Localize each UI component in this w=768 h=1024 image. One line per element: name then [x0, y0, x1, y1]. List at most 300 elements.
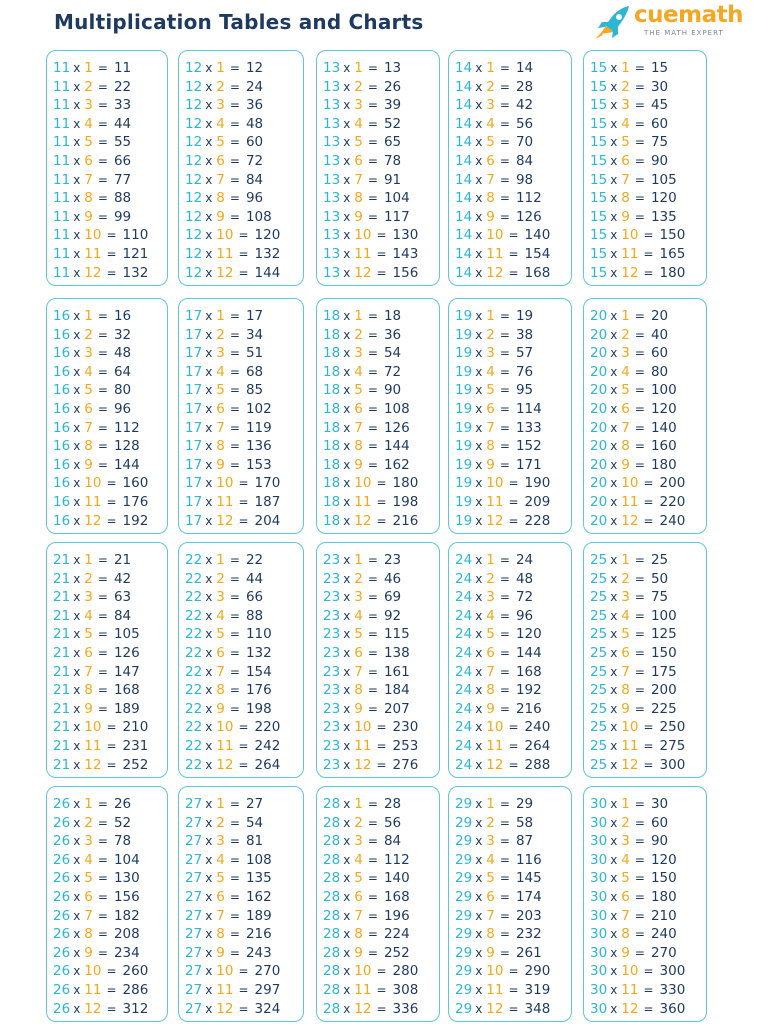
base-number: 25 — [590, 719, 608, 736]
times-sign: x — [73, 228, 81, 243]
table-row — [590, 245, 685, 263]
times-sign: x — [475, 439, 483, 454]
equals-sign: = — [238, 513, 249, 528]
table-card-11 — [46, 50, 168, 286]
equals-sign: = — [376, 247, 387, 261]
base-number: 18 — [323, 308, 341, 324]
product: 112 — [515, 190, 542, 207]
base-number: 17 — [185, 419, 203, 436]
table-row — [53, 59, 131, 77]
table-card-27 — [178, 786, 304, 1022]
table-row — [455, 925, 542, 943]
table-row — [185, 400, 272, 418]
equals-sign: = — [634, 439, 645, 454]
base-number: 20 — [590, 326, 608, 343]
times-sign: x — [205, 364, 213, 379]
times-sign: x — [205, 927, 213, 942]
base-number: 21 — [53, 663, 71, 680]
table-row — [53, 644, 140, 662]
table-row — [53, 226, 148, 244]
equals-sign: = — [367, 608, 378, 623]
equals-sign: = — [97, 383, 108, 398]
times-sign: x — [475, 1001, 483, 1016]
equals-sign: = — [634, 852, 645, 867]
base-number: 30 — [590, 907, 608, 924]
equals-sign: = — [97, 457, 108, 472]
equals-sign: = — [367, 209, 378, 224]
product: 108 — [383, 401, 410, 417]
product: 104 — [113, 851, 140, 868]
times-sign: x — [610, 439, 618, 454]
times-sign: x — [610, 797, 618, 811]
multiplier: 9 — [84, 944, 93, 961]
multiplier: 1 — [486, 552, 495, 568]
table-row — [53, 419, 140, 437]
multiplier: 9 — [621, 944, 630, 961]
equals-sign: = — [97, 135, 108, 150]
table-row — [53, 400, 131, 418]
times-sign: x — [610, 116, 618, 131]
times-sign: x — [73, 172, 81, 187]
equals-sign: = — [97, 79, 108, 94]
product: 143 — [392, 246, 419, 262]
table-card-16 — [46, 298, 168, 534]
multiplier: 4 — [216, 115, 225, 132]
times-sign: x — [610, 228, 618, 243]
product: 69 — [383, 589, 402, 606]
table-row — [185, 512, 280, 530]
multiplier: 7 — [621, 171, 630, 188]
equals-sign: = — [634, 79, 645, 94]
product: 100 — [650, 607, 677, 624]
multiplier: 12 — [621, 1000, 639, 1017]
multiplier: 7 — [486, 907, 495, 924]
multiplier: 11 — [486, 246, 504, 262]
product: 204 — [254, 512, 281, 529]
table-row — [53, 962, 148, 980]
base-number: 19 — [455, 308, 473, 324]
times-sign: x — [73, 439, 81, 454]
multiplier: 9 — [486, 700, 495, 717]
equals-sign: = — [499, 608, 510, 623]
times-sign: x — [610, 646, 618, 660]
table-row — [323, 925, 410, 943]
times-sign: x — [610, 627, 618, 642]
times-sign: x — [73, 720, 81, 735]
times-sign: x — [73, 553, 81, 567]
base-number: 16 — [53, 382, 71, 399]
multiplier: 10 — [486, 475, 504, 492]
table-row — [455, 226, 550, 244]
multiplier: 4 — [621, 115, 630, 132]
multiplier: 2 — [84, 570, 93, 587]
times-sign: x — [343, 309, 351, 323]
base-number: 24 — [455, 719, 473, 736]
times-sign: x — [205, 135, 213, 150]
base-number: 22 — [185, 626, 203, 643]
times-sign: x — [73, 116, 81, 131]
multiplier: 8 — [216, 190, 225, 207]
equals-sign: = — [106, 265, 117, 280]
times-sign: x — [73, 983, 81, 997]
base-number: 11 — [53, 246, 71, 262]
times-sign: x — [343, 364, 351, 379]
equals-sign: = — [229, 646, 240, 660]
equals-sign: = — [229, 191, 240, 206]
base-number: 29 — [455, 1000, 473, 1017]
times-sign: x — [343, 608, 351, 623]
times-sign: x — [475, 135, 483, 150]
product: 110 — [245, 626, 272, 643]
equals-sign: = — [97, 627, 108, 642]
product: 312 — [122, 1000, 149, 1017]
times-sign: x — [205, 664, 213, 679]
times-sign: x — [610, 701, 618, 716]
product: 162 — [383, 456, 410, 473]
base-number: 25 — [590, 663, 608, 680]
base-number: 11 — [53, 190, 71, 207]
multiplier: 12 — [486, 756, 504, 773]
table-row — [455, 756, 550, 774]
equals-sign: = — [238, 247, 249, 261]
times-sign: x — [73, 265, 81, 280]
multiplier: 5 — [216, 134, 225, 151]
equals-sign: = — [97, 815, 108, 830]
times-sign: x — [343, 383, 351, 398]
table-row — [590, 925, 677, 943]
product: 230 — [392, 719, 419, 736]
multiplier: 12 — [216, 756, 234, 773]
multiplier: 10 — [621, 963, 639, 980]
multiplier: 6 — [621, 153, 630, 169]
equals-sign: = — [634, 154, 645, 168]
equals-sign: = — [499, 209, 510, 224]
times-sign: x — [343, 209, 351, 224]
base-number: 15 — [590, 153, 608, 169]
multiplier: 11 — [354, 738, 372, 754]
multiplier: 6 — [486, 645, 495, 661]
multiplier: 12 — [84, 756, 102, 773]
equals-sign: = — [499, 590, 510, 605]
product: 330 — [659, 982, 686, 998]
base-number: 21 — [53, 700, 71, 717]
table-row — [185, 78, 263, 96]
multiplier: 5 — [486, 870, 495, 887]
table-row — [455, 493, 550, 511]
base-number: 21 — [53, 552, 71, 568]
product: 171 — [515, 456, 542, 473]
multiplier: 9 — [84, 456, 93, 473]
multiplier: 8 — [621, 682, 630, 699]
base-number: 22 — [185, 589, 203, 606]
multiplier: 2 — [486, 570, 495, 587]
base-number: 14 — [455, 171, 473, 188]
product: 128 — [113, 438, 140, 455]
multiplier: 1 — [216, 60, 225, 76]
table-row — [323, 474, 418, 492]
equals-sign: = — [229, 627, 240, 642]
times-sign: x — [343, 154, 351, 168]
base-number: 28 — [323, 963, 341, 980]
multiplier: 3 — [84, 345, 93, 362]
equals-sign: = — [508, 513, 519, 528]
times-sign: x — [343, 495, 351, 509]
multiplier: 1 — [84, 308, 93, 324]
base-number: 28 — [323, 926, 341, 943]
product: 324 — [254, 1000, 281, 1017]
multiplier: 9 — [621, 700, 630, 717]
product: 240 — [659, 512, 686, 529]
table-row — [323, 115, 401, 133]
multiplier: 2 — [354, 326, 363, 343]
times-sign: x — [205, 1001, 213, 1016]
multiplier: 7 — [486, 663, 495, 680]
times-sign: x — [343, 191, 351, 206]
equals-sign: = — [508, 247, 519, 261]
base-number: 17 — [185, 456, 203, 473]
times-sign: x — [205, 383, 213, 398]
equals-sign: = — [499, 420, 510, 435]
product: 132 — [122, 264, 149, 281]
times-sign: x — [343, 627, 351, 642]
equals-sign: = — [367, 346, 378, 361]
multiplier: 10 — [354, 475, 372, 492]
product: 160 — [650, 438, 677, 455]
product: 44 — [113, 115, 132, 132]
equals-sign: = — [367, 701, 378, 716]
equals-sign: = — [238, 964, 249, 979]
times-sign: x — [73, 797, 81, 811]
multiplier: 5 — [354, 134, 363, 151]
multiplier: 1 — [216, 796, 225, 812]
table-row — [455, 681, 542, 699]
base-number: 23 — [323, 626, 341, 643]
table-card-28 — [316, 786, 440, 1022]
times-sign: x — [73, 79, 81, 94]
times-sign: x — [475, 720, 483, 735]
base-number: 27 — [185, 889, 203, 905]
base-number: 30 — [590, 1000, 608, 1017]
table-row — [590, 851, 677, 869]
base-number: 28 — [323, 833, 341, 850]
times-sign: x — [73, 154, 81, 168]
equals-sign: = — [499, 852, 510, 867]
table-row — [590, 419, 677, 437]
equals-sign: = — [376, 720, 387, 735]
product: 270 — [254, 963, 281, 980]
base-number: 27 — [185, 814, 203, 831]
product: 162 — [245, 889, 272, 905]
product: 319 — [524, 982, 551, 998]
base-number: 29 — [455, 982, 473, 998]
table-row — [185, 245, 280, 263]
multiplier: 5 — [84, 626, 93, 643]
table-row — [590, 907, 677, 925]
equals-sign: = — [508, 476, 519, 491]
multiplier: 3 — [216, 833, 225, 850]
times-sign: x — [610, 154, 618, 168]
table-row — [323, 189, 410, 207]
base-number: 17 — [185, 438, 203, 455]
table-row — [53, 133, 131, 151]
product: 66 — [245, 589, 264, 606]
multiplier: 3 — [84, 97, 93, 114]
product: 140 — [383, 870, 410, 887]
multiplier: 4 — [84, 851, 93, 868]
equals-sign: = — [97, 346, 108, 361]
equals-sign: = — [238, 720, 249, 735]
multiplier: 9 — [216, 944, 225, 961]
table-row — [590, 681, 677, 699]
multiplier: 3 — [621, 589, 630, 606]
base-number: 20 — [590, 494, 608, 510]
table-row — [590, 570, 668, 588]
times-sign: x — [610, 420, 618, 435]
multiplier: 7 — [84, 663, 93, 680]
times-sign: x — [73, 739, 81, 753]
times-sign: x — [73, 871, 81, 886]
product: 99 — [113, 208, 132, 225]
product: 264 — [254, 756, 281, 773]
product: 153 — [245, 456, 272, 473]
product: 336 — [392, 1000, 419, 1017]
base-number: 20 — [590, 401, 608, 417]
equals-sign: = — [643, 228, 654, 243]
base-number: 22 — [185, 552, 203, 568]
base-number: 17 — [185, 494, 203, 510]
times-sign: x — [343, 265, 351, 280]
base-number: 26 — [53, 982, 71, 998]
base-number: 26 — [53, 833, 71, 850]
times-sign: x — [475, 927, 483, 942]
base-number: 11 — [53, 264, 71, 281]
equals-sign: = — [97, 590, 108, 605]
table-row — [455, 400, 542, 418]
base-number: 22 — [185, 738, 203, 754]
product: 144 — [254, 264, 281, 281]
table-row — [455, 944, 542, 962]
table-row — [323, 551, 401, 569]
table-row — [53, 1000, 148, 1018]
equals-sign: = — [499, 646, 510, 660]
multiplier: 6 — [216, 401, 225, 417]
multiplier: 5 — [354, 626, 363, 643]
base-number: 29 — [455, 907, 473, 924]
table-row — [53, 115, 131, 133]
multiplier: 1 — [621, 60, 630, 76]
equals-sign: = — [367, 646, 378, 660]
multiplier: 4 — [621, 851, 630, 868]
equals-sign: = — [229, 457, 240, 472]
product: 60 — [650, 814, 669, 831]
base-number: 13 — [323, 134, 341, 151]
product: 147 — [113, 663, 140, 680]
equals-sign: = — [229, 309, 240, 323]
base-number: 25 — [590, 607, 608, 624]
table-row — [185, 1000, 280, 1018]
times-sign: x — [475, 228, 483, 243]
equals-sign: = — [376, 757, 387, 772]
equals-sign: = — [367, 439, 378, 454]
table-row — [185, 493, 280, 511]
times-sign: x — [475, 871, 483, 886]
times-sign: x — [73, 457, 81, 472]
multiplier: 5 — [486, 134, 495, 151]
multiplier: 6 — [84, 645, 93, 661]
base-number: 12 — [185, 153, 203, 169]
base-number: 29 — [455, 796, 473, 812]
base-number: 15 — [590, 134, 608, 151]
base-number: 22 — [185, 682, 203, 699]
times-sign: x — [475, 420, 483, 435]
multiplier: 10 — [84, 719, 102, 736]
table-row — [185, 437, 272, 455]
table-row — [590, 512, 685, 530]
table-card-15 — [583, 50, 707, 286]
multiplier: 2 — [486, 326, 495, 343]
equals-sign: = — [367, 135, 378, 150]
product: 240 — [524, 719, 551, 736]
equals-sign: = — [499, 834, 510, 849]
table-row — [53, 437, 140, 455]
table-row — [590, 474, 685, 492]
table-row — [185, 681, 272, 699]
times-sign: x — [73, 135, 81, 150]
table-row — [323, 795, 401, 813]
table-row — [185, 96, 263, 114]
times-sign: x — [610, 608, 618, 623]
product: 200 — [659, 475, 686, 492]
base-number: 12 — [185, 208, 203, 225]
table-card-17 — [178, 298, 304, 534]
product: 120 — [650, 190, 677, 207]
base-number: 20 — [590, 363, 608, 380]
equals-sign: = — [367, 627, 378, 642]
product: 216 — [515, 700, 542, 717]
table-row — [590, 962, 685, 980]
table-row — [323, 625, 410, 643]
times-sign: x — [73, 571, 81, 586]
multiplier: 12 — [486, 264, 504, 281]
multiplier: 2 — [354, 814, 363, 831]
equals-sign: = — [238, 1001, 249, 1016]
table-row — [185, 456, 272, 474]
times-sign: x — [343, 327, 351, 342]
multiplier: 1 — [84, 60, 93, 76]
multiplier: 9 — [486, 944, 495, 961]
times-sign: x — [205, 495, 213, 509]
table-row — [455, 832, 533, 850]
multiplier: 3 — [354, 589, 363, 606]
equals-sign: = — [499, 346, 510, 361]
equals-sign: = — [376, 739, 387, 753]
equals-sign: = — [97, 945, 108, 960]
base-number: 15 — [590, 115, 608, 132]
base-number: 24 — [455, 589, 473, 606]
base-number: 15 — [590, 78, 608, 95]
base-number: 28 — [323, 982, 341, 998]
multiplier: 4 — [621, 363, 630, 380]
base-number: 16 — [53, 308, 71, 324]
equals-sign: = — [229, 383, 240, 398]
equals-sign: = — [97, 646, 108, 660]
times-sign: x — [343, 346, 351, 361]
table-row — [590, 456, 677, 474]
table-row — [455, 419, 542, 437]
equals-sign: = — [97, 309, 108, 323]
product: 20 — [650, 308, 669, 324]
product: 154 — [245, 663, 272, 680]
